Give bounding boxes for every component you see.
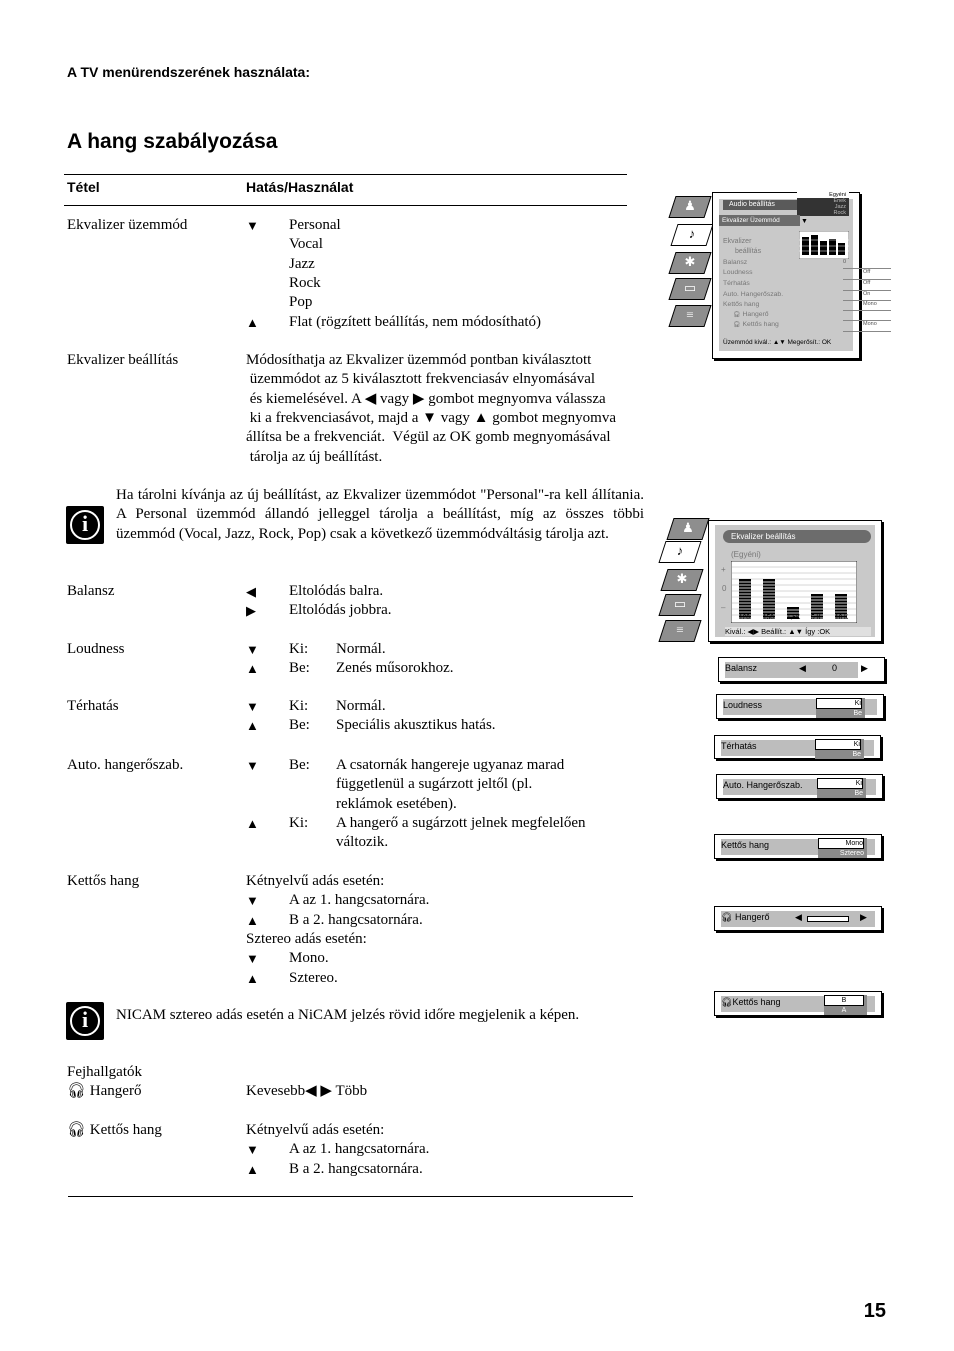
row-text: változik. [336,834,389,851]
row-text: Eltolódás balra. [289,583,384,599]
balance-widget-value: 0 [832,663,838,673]
arrow-icon: ▶ [246,603,256,619]
dual-sound-widget-other[interactable]: Sztereo [839,850,864,857]
menu1-panel [712,192,877,359]
setup-icon: ▭ [683,280,697,295]
right-arrow-icon[interactable]: ▶ [861,663,868,673]
dropdown-option: Egyéni [797,192,849,198]
dropdown-option: Ének [833,198,846,204]
hp-dual-widget-label [721,997,780,1008]
row-text: A az 1. hangcsatornára. [289,1141,430,1158]
column-header-item: Tétel [67,179,100,195]
arrow-icon: ▼ [246,699,259,714]
note-personal: Ha tárolni kívánja az új beállítást, az Ekvalizer üzemmódot "Personal"-ra kell állítania. A Personal üzemmód állandó jelleggel tárolja a beállítást, míg az összes többi üzemmód (Vocal, Jazz, Rock, Pop) csak a következő üzemmódváltásig tárolja azt. [116,487,644,542]
dropdown-option: Rock [833,210,846,216]
avl-widget[interactable] [716,774,883,799]
row-key: Ki: [289,641,309,657]
equalizer-settings-menu [656,516,888,644]
headphone-icon: 🎧︎ [67,1122,87,1138]
features-icon: ✱ [676,571,688,586]
hp-volume-widget[interactable] [714,906,882,931]
headphone-icon: 🎧︎ [733,322,741,328]
arrow-icon: ▼ [246,951,259,967]
row-label-avl: Auto. hangerőszab. [67,757,184,773]
menu2-mode: (Egyéni) [731,550,761,559]
hp-dual-label: Kettős hang [89,1122,162,1138]
menu1-divider [843,279,891,280]
freq-label: 1,5K [787,614,801,621]
page-number: 15 [863,1300,886,1322]
volume-slider[interactable] [807,916,849,922]
row-text: reklámok esetében). [336,795,457,812]
freq-label: 150 [763,614,774,621]
dual-sound-widget[interactable] [714,834,882,859]
hp-dual-widget-other[interactable]: A [841,1007,847,1014]
loudness-widget-other[interactable]: Be [853,710,862,717]
hp-volume-text: Kevesebb◀ ▶ Több [246,1083,368,1099]
menu1-item[interactable]: 🎧︎ Hangerő [733,311,769,318]
menu1-value: On [863,291,871,297]
menu1-value: Off [863,269,871,275]
menu2-panel [708,520,882,642]
setup-icon: ▭ [673,596,687,611]
table-top-rule [64,174,627,175]
row-label-hp-volume [67,1082,141,1101]
hp-dual-widget-text: Kettős hang [732,997,781,1007]
loudness-widget-label: Loudness [723,700,763,710]
row-text: Normál. [336,641,386,657]
arrow-icon: ▼ [246,893,259,909]
row-text: Sztereo adás esetén: [246,930,367,947]
row-text: függetlenül a sugárzott jeltől (pl. [336,776,533,793]
row-text: B a 2. hangcsatornára. [289,911,423,928]
music-note-icon: ♪ [688,226,696,241]
eq-settings-line: ki a frekvenciasávot, majd a ▼ vagy ▲ gombot megnyomva [246,409,617,426]
arrow-icon: ▲ [246,912,259,928]
row-label-headphones: Fejhallgatók [67,1064,142,1080]
row-label-eq-mode: Ekvalizer üzemmód [67,217,188,233]
arrow-icon: ▲ [246,1161,259,1177]
row-text: A csatornák hangereje ugyanaz marad [336,757,565,773]
eq-settings-line: Módosíthatja az Ekvalizer üzemmód pontban kiválasztott [246,352,592,368]
eq-settings-line: állítsa be a frekvenciát. Végül az OK gomb megnyomásával [246,429,611,446]
row-text: A az 1. hangcsatornára. [289,892,430,909]
row-text: Mono. [289,950,329,967]
balance-widget-label: Balansz [725,663,758,673]
row-text: Eltolódás jobbra. [289,602,392,619]
menu1-divider [843,331,891,332]
arrow-icon: ▲ [246,970,259,986]
menu2-scale-zero: 0 [722,584,727,593]
arrow-icon: ▼ [246,758,259,773]
freq-label: 10 K [835,614,849,621]
avl-widget-label: Auto. Hangerőszab. [723,780,803,790]
row-label-balance: Balansz [67,583,115,599]
loudness-widget-selected[interactable]: Ki [816,698,862,709]
row-text: Flat (rögzített beállítás, nem módosítható) [289,313,542,330]
dual-sound-widget-label: Kettős hang [721,840,770,850]
preset-icon: ≡ [686,307,694,322]
eq-settings-line: üzemmódot az 5 kiválasztott frekvenciasáv elnyomásával [246,371,596,388]
surround-widget-label: Térhatás [721,741,757,751]
eq-settings-line: tárolja az új beállítást. [246,448,383,465]
row-text: Vocal [289,236,323,253]
row-text: A hangerő a sugárzott jelnek megfelelően [336,814,586,831]
menu1-eq-mini-graph [799,231,849,259]
menu1-value: Mono [863,301,877,307]
caret-down-icon: ▼ [801,217,808,225]
hp-volume-widget-text: Hangerő [734,912,770,922]
info-icon: i [66,506,104,544]
menu1-divider [843,310,891,311]
column-header-effect: Hatás/Használat [246,179,354,195]
row-label-dual-sound: Kettős hang [67,873,140,889]
arrow-icon: ▲ [246,815,259,831]
menu2-footer: Kivál.: ◀▶ Beállít.: ▲▼ Így :OK [725,627,871,636]
info-icon: i [66,1002,104,1040]
row-key: Ki: [289,698,309,714]
row-text: Speciális akusztikus hatás. [336,717,496,734]
surround-widget[interactable] [714,735,881,759]
menu1-value: Mono [863,321,877,327]
arrow-icon: ◀ [246,584,256,599]
music-note-icon: ♪ [676,543,684,558]
menu1-item[interactable]: Kettős hang [723,301,760,308]
person-icon: ♟ [684,198,696,213]
row-text: Zenés műsorokhoz. [336,660,454,677]
headphone-icon: 🎧︎ [733,312,741,318]
menu1-divider [843,320,891,321]
person-icon: ♟ [682,520,694,535]
arrow-icon: ▼ [246,642,259,657]
hp-dual-widget[interactable] [714,991,882,1016]
row-text: B a 2. hangcsatornára. [289,1160,423,1177]
row-text: Kétnyelvű adás esetén: [246,1122,385,1138]
row-label-surround: Térhatás [67,698,119,714]
left-arrow-icon[interactable]: ◀ [795,912,802,922]
hp-dual-widget-selected[interactable]: B [824,995,864,1006]
menu1-divider [843,300,891,301]
freq-label: 5 K [811,614,821,621]
row-label-eq-settings: Ekvalizer beállítás [67,352,179,368]
row-key: Be: [289,757,310,773]
left-arrow-icon[interactable]: ◀ [799,663,806,673]
row-text: Pop [289,294,313,311]
row-text: Rock [289,274,321,291]
row-label-loudness: Loudness [67,641,125,657]
menu1-item-eq2: beállítás [735,248,762,255]
surround-widget-other[interactable]: Be [852,751,861,758]
menu2-scale-minus: – [721,603,726,612]
dropdown-option: Jazz [834,204,846,210]
row-text: Kétnyelvű adás esetén: [246,873,385,889]
menu1-dropdown[interactable] [797,192,849,216]
row-key: Ki: [289,814,309,831]
menu1-title: Audio beállítás [723,200,803,210]
balance-widget[interactable] [718,657,885,682]
menu1-item[interactable]: Balansz [723,259,748,266]
dual-sound-widget-selected[interactable]: Mono [818,838,864,849]
section-header: A TV menürendszerének használata: [67,64,311,80]
menu1-value: 0 [843,259,847,265]
eq-settings-line: és kiemelésével. A ◀ vagy ▶ gombot megnyomva válassza [246,390,606,407]
menu1-item[interactable]: Auto. Hangerőszab. [723,291,784,298]
arrow-icon: ▼ [246,218,259,233]
arrow-icon: ▲ [246,718,259,734]
note-nicam: NICAM sztereo adás esetén a NiCAM jelzés rövid időre megjelenik a képen. [116,1007,580,1023]
menu1-divider [843,290,891,291]
row-text: Personal [289,217,341,233]
audio-settings-menu [668,192,877,360]
menu1-item[interactable]: 🎧︎ Kettős hang [733,321,779,328]
row-text: Sztereo. [289,969,338,986]
freq-label: 120 [739,614,750,621]
menu2-scale-plus: + [721,565,726,574]
table-bottom-rule [68,1196,633,1197]
menu1-item-eq[interactable]: Ekvalizer [723,238,752,245]
surround-widget-selected[interactable]: Ki [815,739,861,750]
table-header-rule [64,205,627,206]
features-icon: ✱ [684,254,696,269]
row-key: Be: [289,660,310,677]
menu1-value: Off [863,280,871,286]
preset-icon: ≡ [676,622,684,637]
menu1-footer: Üzemmód kivál.: ▲▼ Megerősít.: OK [723,339,832,346]
row-text: Normál. [336,698,386,714]
arrow-icon: ▲ [246,661,259,677]
arrow-icon: ▲ [246,314,259,330]
menu1-divider [843,268,891,269]
hp-volume-label: Hangerő [89,1083,142,1099]
avl-widget-selected[interactable]: Ki [817,778,863,789]
headphone-icon: 🎧︎ [67,1083,87,1099]
menu1-item[interactable]: Loudness [723,269,753,276]
menu1-item-eq-mode[interactable]: Ekvalizer Üzemmód [719,215,800,226]
hp-volume-widget-label [721,912,769,923]
row-key: Be: [289,717,310,734]
arrow-icon: ▼ [246,1142,259,1158]
avl-widget-other[interactable]: Be [854,790,863,797]
row-label-hp-dual [67,1121,162,1140]
headphone-icon: 🎧︎ [721,912,733,922]
row-text: Jazz [289,255,315,272]
loudness-widget[interactable] [716,694,884,719]
page-title: A hang szabályozása [67,130,278,153]
menu2-title: Ekvalizer beállítás [723,530,871,543]
menu1-item[interactable]: Térhatás [723,280,750,287]
headphone-icon: 🎧︎ [721,997,733,1007]
right-arrow-icon[interactable]: ▶ [860,912,867,922]
